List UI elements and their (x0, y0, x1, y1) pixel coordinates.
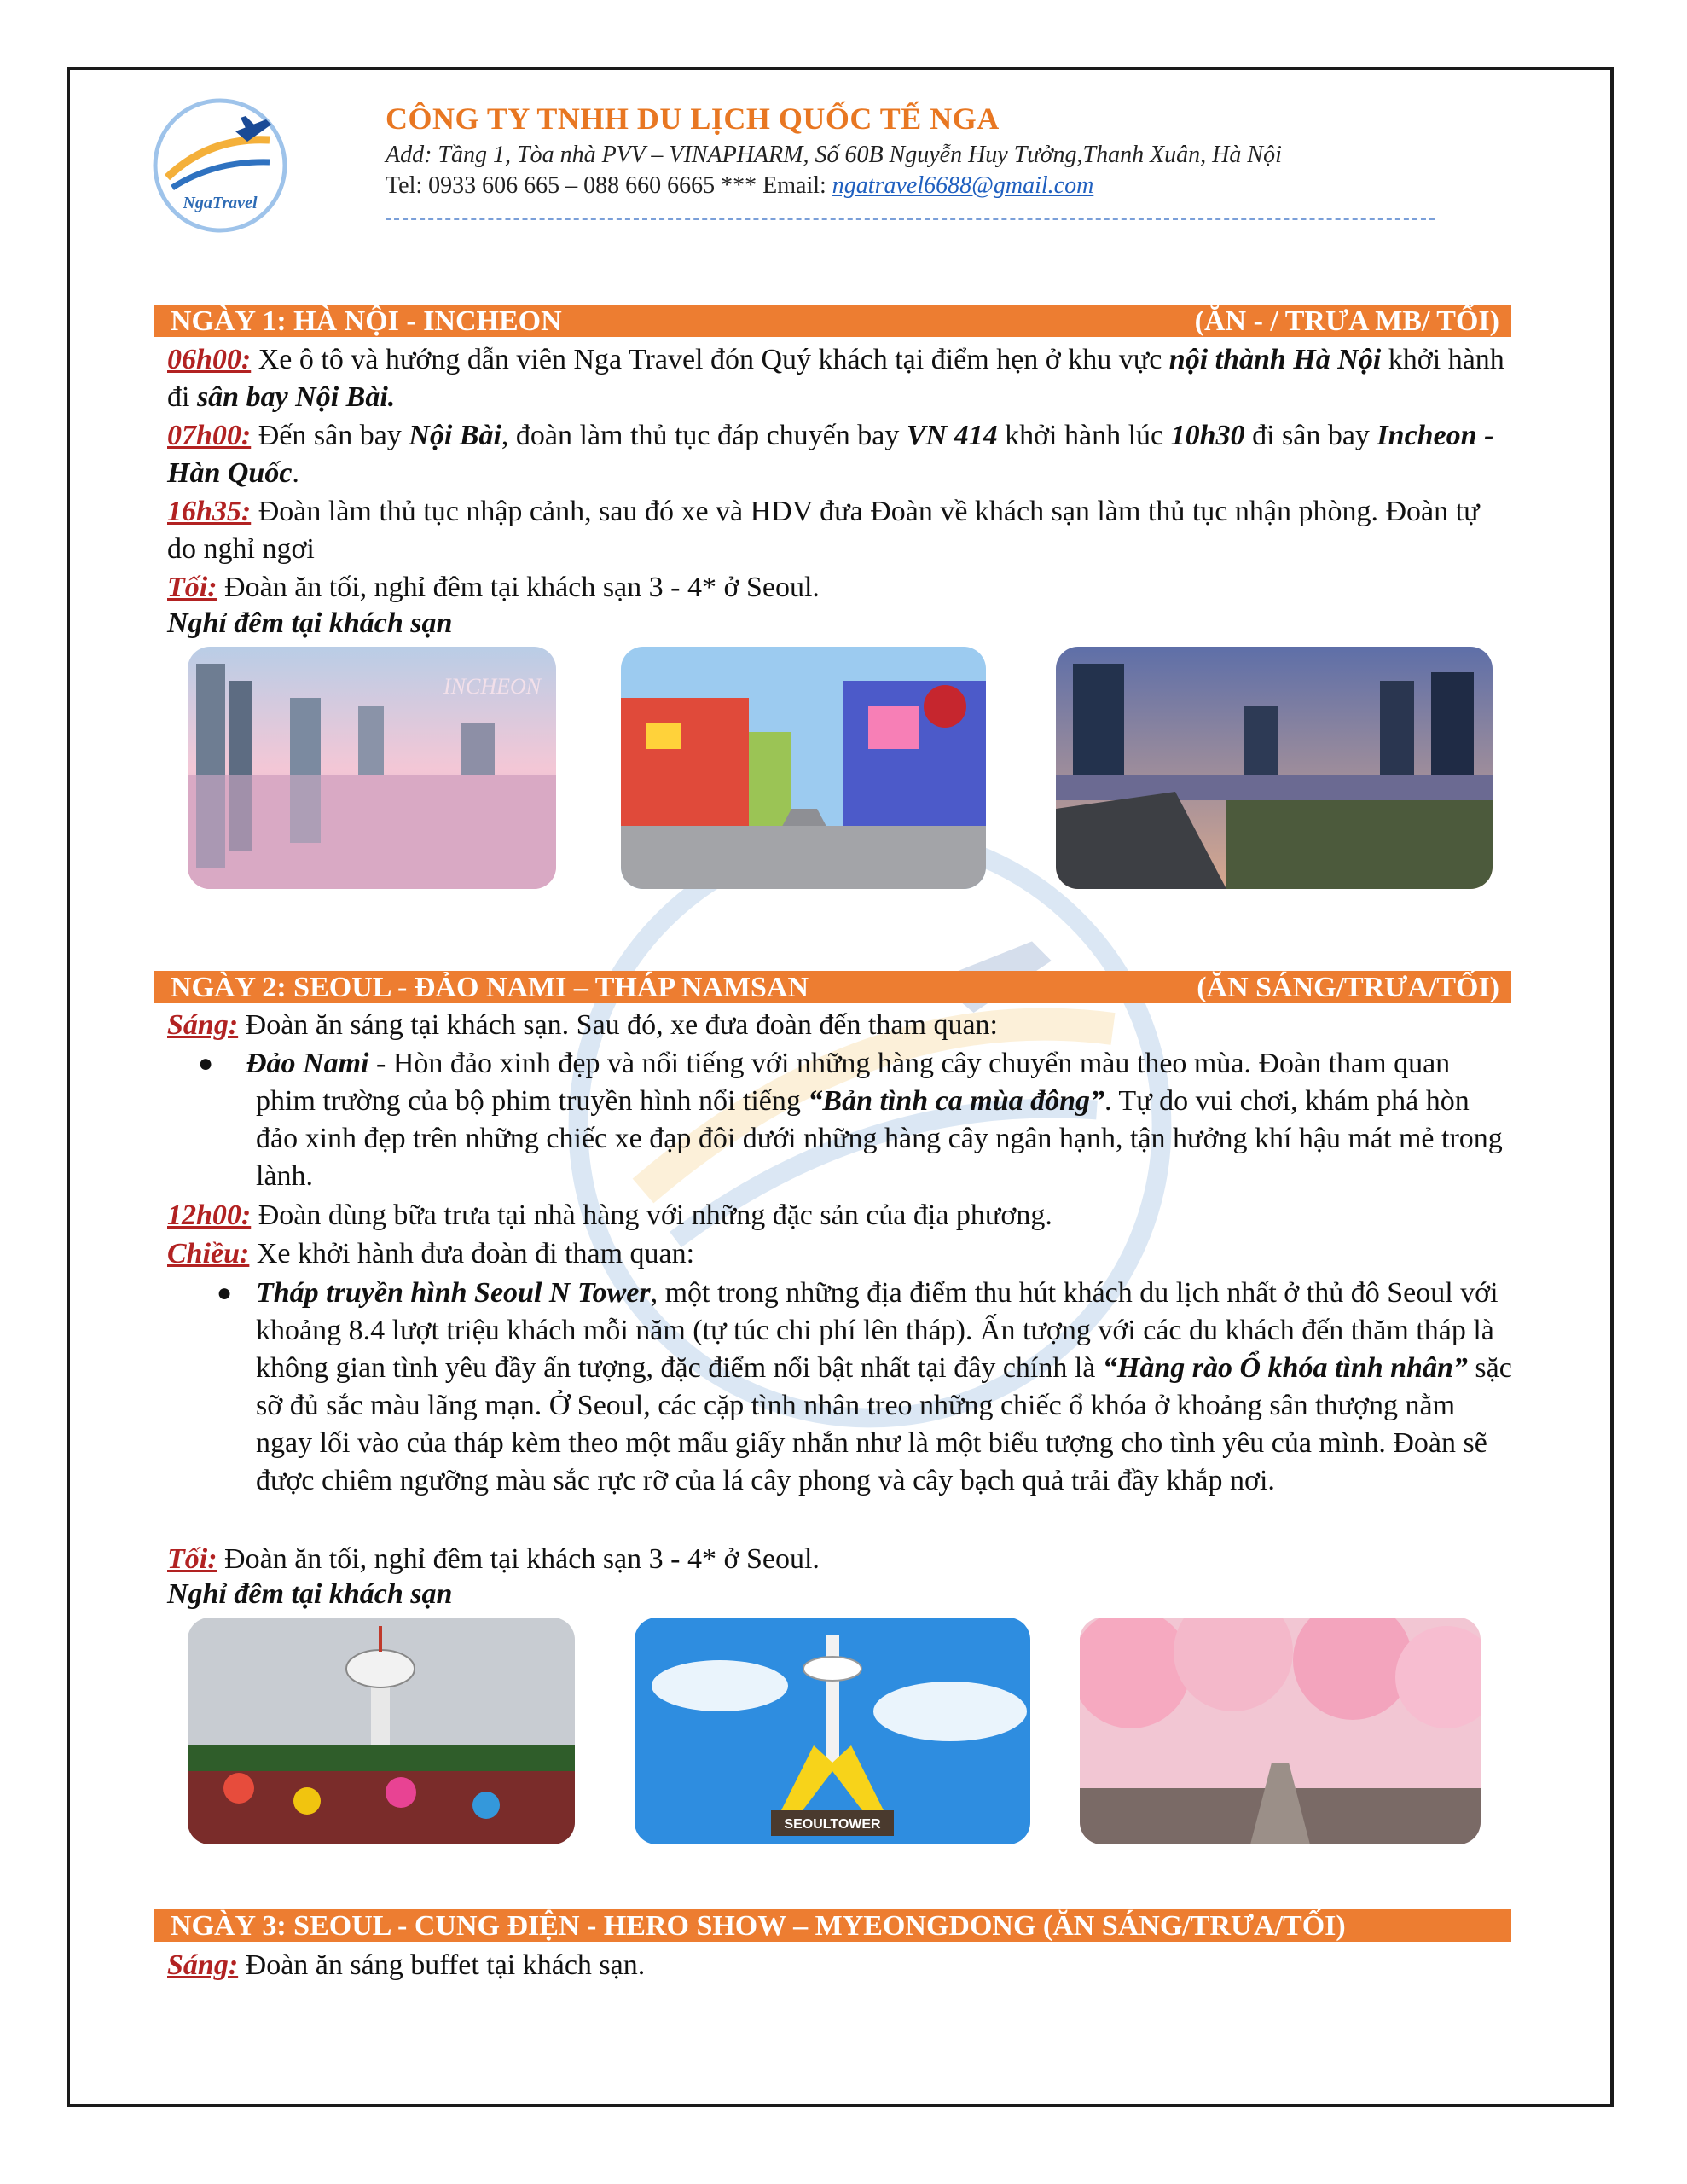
company-address: Add: Tầng 1, Tòa nhà PVV – VINAPHARM, Số 60B Nguyễn Huy Tưởng,Thanh Xuân, Hà Nội (386, 142, 1282, 168)
body-text: Đoàn ăn tối, nghỉ đêm tại khách sạn 3 - 4* ở Seoul. (217, 1543, 820, 1575)
time-label: Sáng: (167, 1949, 239, 1981)
day3-title: NGÀY 3: SEOUL - CUNG ĐIỆN - HERO SHOW – MYEONGDONG (ĂN SÁNG/TRƯA/TỐI) (171, 1910, 1346, 1942)
body-text: Đoàn ăn tối, nghỉ đêm tại khách sạn 3 - 4* ở Seoul. (217, 572, 820, 603)
day1-item-0700 (167, 417, 1515, 492)
time-label: Tối: (167, 572, 217, 603)
day1-item-1635 (167, 493, 1515, 568)
body-text: Đoàn ăn sáng tại khách sạn. Sau đó, xe đưa đoàn đến tham quan: (238, 1009, 998, 1041)
day1-overnight: Nghỉ đêm tại khách sạn (167, 607, 453, 639)
highlight-text: 10h30 (1170, 420, 1245, 451)
street-photo (621, 647, 986, 889)
day2-item-afternoon (167, 1235, 1515, 1273)
highlight-text: “Hàng rào Ổ khóa tình nhân” (1102, 1352, 1468, 1384)
body-text: Đoàn dùng bữa trưa tại nhà hàng với những đặc sản của địa phương. (251, 1199, 1052, 1231)
body-text: Xe ô tô và hướng dẫn viên Nga Travel đón Quý khách tại điểm hẹn ở khu vực (251, 344, 1169, 375)
time-label: 07h00: (167, 420, 252, 451)
body-text: Đến sân bay (251, 420, 409, 451)
body-text: Đoàn làm thủ tục nhập cảnh, sau đó xe và HDV đưa Đoàn về khách sạn làm thủ tục nhận phòng. Đoàn tự do nghỉ ngơi (167, 496, 1480, 565)
company-name: CÔNG TY TNHH DU LỊCH QUỐC TẾ NGA (386, 102, 1000, 136)
day2-item-evening (167, 1541, 1515, 1578)
company-contact (386, 172, 1093, 200)
day1-title: NGÀY 1: HÀ NỘI - INCHEON (171, 305, 562, 337)
highlight-text: Đảo Nami (246, 1048, 369, 1079)
body-text: - Hòn đảo xinh đẹp và nổi tiếng với những hàng cây chuyển màu theo mùa. Đoàn tham quan phim trường của bộ phim truyền hình nổi tiếng (256, 1048, 1451, 1117)
incheon-skyline-photo (188, 647, 556, 889)
time-label: 16h35: (167, 496, 252, 527)
bullet-icon: ● (217, 1279, 233, 1307)
day2-item-1200 (167, 1197, 1515, 1234)
body-text: . Tự do vui chơi, khám phá hòn đảo xinh đẹp trên những chiếc xe đạp đôi dưới những hàng cây ngân hạnh, tận hưởng khí hậu mát mẻ trong lành. (256, 1085, 1503, 1192)
time-label: Tối: (167, 1543, 217, 1575)
time-label: 06h00: (167, 344, 252, 375)
time-label: Chiều: (167, 1238, 250, 1269)
body-text: khởi hành đi (167, 344, 1504, 413)
highlight-text: nội thành Hà Nội (1168, 344, 1382, 375)
day2-meals: (ĂN SÁNG/TRƯA/TỐI) (1197, 972, 1499, 1003)
seoul-tower-photo (635, 1618, 1030, 1844)
header-divider (386, 218, 1435, 220)
highlight-text: Nội Bài (409, 420, 501, 451)
highlight-text: Tháp truyền hình Seoul N Tower (256, 1277, 651, 1309)
body-text: , đoàn làm thủ tục đáp chuyến bay (501, 420, 907, 451)
logo-text: NgaTravel (183, 194, 258, 212)
body-text: . (292, 457, 299, 489)
body-text: Xe khởi hành đưa đoàn đi tham quan: (249, 1238, 695, 1269)
day3-item-morning (167, 1947, 1515, 1984)
body-text: , một trong những địa điểm thu hút khách du lịch nhất ở thủ đô Seoul với khoảng 8.4 lượt triệu khách mỗi năm (tự túc chi phí lên tháp). Ấn tượng với các du khách đến thăm tháp là không gian tình yêu đầy ấn tượng, đặc điểm nổi bật nhất tại đây chính là (256, 1277, 1499, 1384)
body-text: sặc sỡ đủ sắc màu lãng mạn. Ở Seoul, các cặp tình nhân treo những chiếc ổ khóa ở khoảng sân thượng nằm ngay lối vào của tháp kèm theo một mẩu giấy nhắn như là một biểu tượng cho tình yêu của mình. Đoàn sẽ được chiêm ngưỡng màu sắc rực rỡ của lá cây phong và cây bạch quả trải đầy khắp nơi. (256, 1352, 1512, 1496)
time-label: 12h00: (167, 1199, 252, 1231)
highlight-text: “Bản tình ca mùa đông” (808, 1085, 1105, 1117)
day1-header (154, 305, 1511, 337)
phone-text: Tel: 0933 606 665 – 088 660 6665 *** Email: (386, 172, 832, 199)
day1-item-evening (167, 569, 1515, 607)
day2-header (154, 971, 1511, 1003)
incheon-caption: INCHEON (443, 674, 542, 699)
songdo-night-photo (1056, 647, 1493, 889)
day1-item-0600 (167, 341, 1515, 416)
day2-title: NGÀY 2: SEOUL - ĐẢO NAMI – THÁP NAMSAN (171, 972, 809, 1003)
day3-header (154, 1909, 1511, 1942)
body-text: Đoàn ăn sáng buffet tại khách sạn. (238, 1949, 646, 1981)
cherry-blossom-photo (1080, 1618, 1481, 1844)
email-link[interactable]: ngatravel6688@gmail.com (832, 172, 1094, 199)
n-tower-item (256, 1275, 1515, 1500)
time-label: Sáng: (167, 1009, 239, 1041)
highlight-text: sân bay Nội Bài. (196, 381, 396, 413)
highlight-text: Incheon - Hàn Quốc (167, 420, 1494, 489)
day2-overnight: Nghỉ đêm tại khách sạn (167, 1578, 453, 1610)
nami-island-item (246, 1045, 1515, 1195)
body-text: khởi hành lúc (997, 420, 1171, 451)
day1-meals: (ĂN - / TRƯA MB/ TỐI) (1194, 305, 1499, 337)
company-logo (150, 96, 290, 235)
bullet-icon: ● (198, 1049, 214, 1077)
day2-item-morning (167, 1007, 1515, 1044)
body-text: đi sân bay (1244, 420, 1377, 451)
seoul-tower-caption: SEOULTOWER (784, 1817, 881, 1832)
love-locks-photo (188, 1618, 575, 1844)
highlight-text: VN 414 (906, 420, 998, 451)
